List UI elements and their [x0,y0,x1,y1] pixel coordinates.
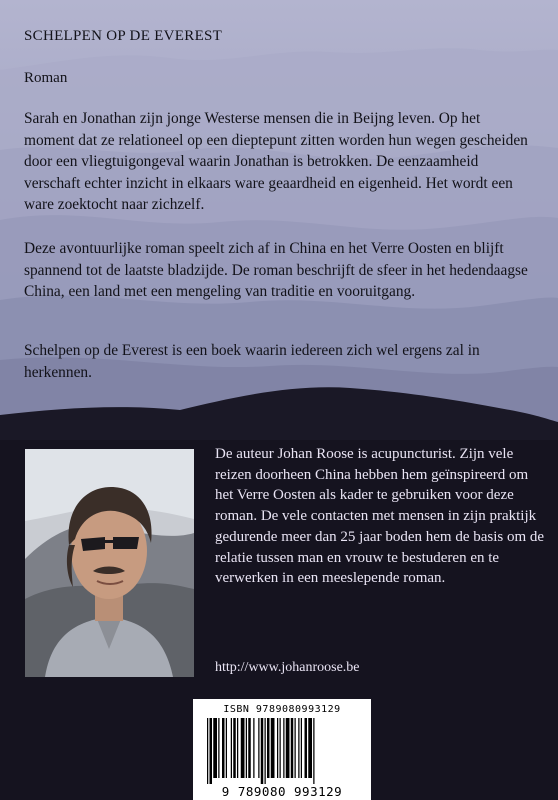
barcode-number: 9 789080 993129 [221,784,343,799]
barcode-bar [267,718,270,778]
barcode-bars [207,718,357,784]
barcode-bar [277,718,278,778]
blurb-paragraph: Deze avontuurlijke roman speelt zich af in China en het Verre Oosten en blijft spannend tot de laatste bladzijde. De roman beschrijft de sfeer in het hedendaagse China, een land met een mengeling van traditie en vooruitgang. [24,240,528,300]
barcode-bar [261,718,264,784]
barcode-bar [210,718,213,784]
barcode-bar [298,718,299,778]
barcode-bar [222,718,225,778]
barcode-bar [305,718,308,778]
barcode-bar [241,718,245,778]
barcode-bar [207,718,208,784]
barcode-bar [313,718,314,784]
author-website-link[interactable]: http://www.johanroose.be [215,660,360,675]
book-title: SCHELPEN OP DE EVEREST [24,28,223,44]
barcode-bar [246,718,247,778]
barcode-bar [283,718,284,778]
barcode-bar [226,718,227,778]
isbn-label: ISBN 9789080993129 [223,704,341,715]
barcode-bar [301,718,302,778]
barcode-bar [280,718,281,778]
blurb-paragraph: Schelpen op de Everest is een boek waarin iedereen zich wel ergens zal in herkennen. [24,342,480,381]
barcode-bar [233,718,236,778]
genre-label: Roman [24,70,68,86]
barcode-bar [295,718,296,778]
barcode-bar [286,718,290,778]
barcode-bar [308,718,312,778]
author-photo [25,449,194,677]
author-bio: De auteur Johan Roose is acupuncturist. Zijn vele reizen doorheen China hebben hem geïnspireerd om het Verre Oosten als kader te gebruiken voor deze roman. De vele contacten met mensen in zijn praktijk gedurende meer dan 25 jaar boden hem de basis om de relatie tussen man en vrouw te bestuderen en te verwerken in een meeslepende roman. [215,446,545,587]
barcode-bar [271,718,275,778]
barcode-bar [253,718,254,778]
barcode-bar [218,718,219,778]
barcode-bar [237,718,238,778]
isbn-barcode [193,699,371,800]
barcode-bar [213,718,217,778]
barcode-bar [258,718,259,778]
blurb-paragraph: Sarah en Jonathan zijn jonge Westerse mensen die in Beijng leven. Op het moment dat ze relationeel op een dieptepunt zitten worden hun wegen gescheiden door een vliegtuigongeval waarin Jonathan is betrokken. De eenzaamheid verschaft echter inzicht in elkaars ware geaardheid en eigenheid. Het wordt een ware zoektocht naar zichzelf. [24,110,528,213]
barcode-bar [231,718,232,778]
barcode-bar [265,718,266,784]
barcode-bar [248,718,251,778]
barcode-bar [291,718,294,778]
